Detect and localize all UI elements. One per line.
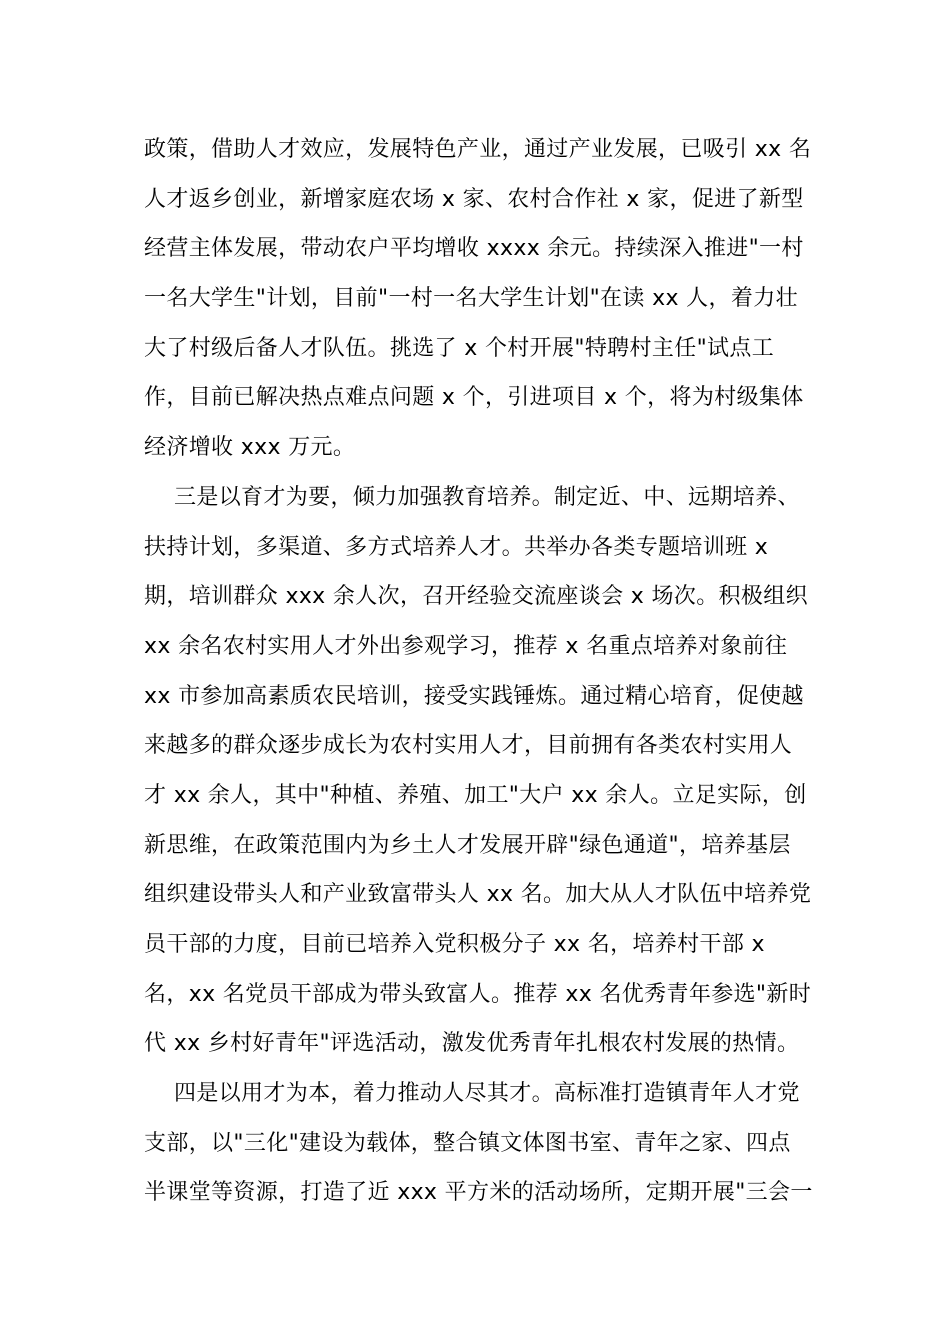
text-line: 一名大学生"计划，目前"一村一名大学生计划"在读 xx 人，着力壮 [144, 286, 798, 312]
text-line: 员干部的力度，目前已培养入党积极分子 xx 名，培养村干部 x [144, 932, 765, 957]
paragraph-education-training [144, 473, 812, 1069]
text-line: 政策，借助人才效应，发展特色产业，通过产业发展，已吸引 xx 名 [144, 137, 812, 162]
text-line: 经营主体发展，带动农户平均增收 xxxx 余元。持续深入推进"一村 [144, 236, 804, 262]
document-body [144, 125, 813, 1218]
text-line-indented: 四是以用才为本，着力推动人尽其才。高标准打造镇青年人才党 [174, 1081, 800, 1107]
text-line: 才 xx 余人，其中"种植、养殖、加工"大户 xx 余人。立足实际，创 [144, 782, 807, 808]
text-line: 组织建设带头人和产业致富带头人 xx 名。加大从人才队伍中培养党 [144, 882, 812, 908]
text-line: 来越多的群众逐步成长为农村实用人才，目前拥有各类农村实用人 [144, 733, 793, 759]
text-line: 新思维，在政策范围内为乡土人才发展开辟"绿色通道"，培养基层 [144, 832, 791, 858]
text-line: 扶持计划，多渠道、多方式培养人才。共举办各类专题培训班 x [144, 534, 769, 560]
text-line: 期，培训群众 xxx 余人次，召开经验交流座谈会 x 场次。积极组织 [144, 584, 808, 610]
paragraph-talent-projects [144, 125, 812, 473]
text-line: 半课堂等资源，打造了近 xxx 平方米的活动场所，定期开展"三会一 [144, 1180, 813, 1206]
text-line: 经济增收 xxx 万元。 [144, 435, 356, 461]
text-line: 大了村级后备人才队伍。挑选了 x 个村开展"特聘村主任"试点工 [144, 335, 775, 361]
text-line-indented: 三是以育才为要，倾力加强教育培养。制定近、中、远期培养、 [174, 484, 800, 510]
text-line: 名，xx 名党员干部成为带头致富人。推荐 xx 名优秀青年参选"新时 [144, 981, 812, 1007]
text-line: 人才返乡创业，新增家庭农场 x 家、农村合作社 x 家，促进了新型 [144, 186, 804, 212]
paragraph-talent-utilization [144, 1069, 813, 1218]
text-line: xx 余名农村实用人才外出参观学习，推荐 x 名重点培养对象前往 [144, 633, 788, 659]
text-line: 代 xx 乡村好青年"评选活动，激发优秀青年扎根农村发展的热情。 [144, 1031, 800, 1057]
text-line: xx 市参加高素质农民培训，接受实践锤炼。通过精心培育，促使越 [144, 683, 804, 709]
text-line: 作，目前已解决热点难点问题 x 个，引进项目 x 个，将为村级集体 [144, 385, 804, 411]
text-line: 支部，以"三化"建设为载体，整合镇文体图书室、青年之家、四点 [144, 1130, 791, 1156]
